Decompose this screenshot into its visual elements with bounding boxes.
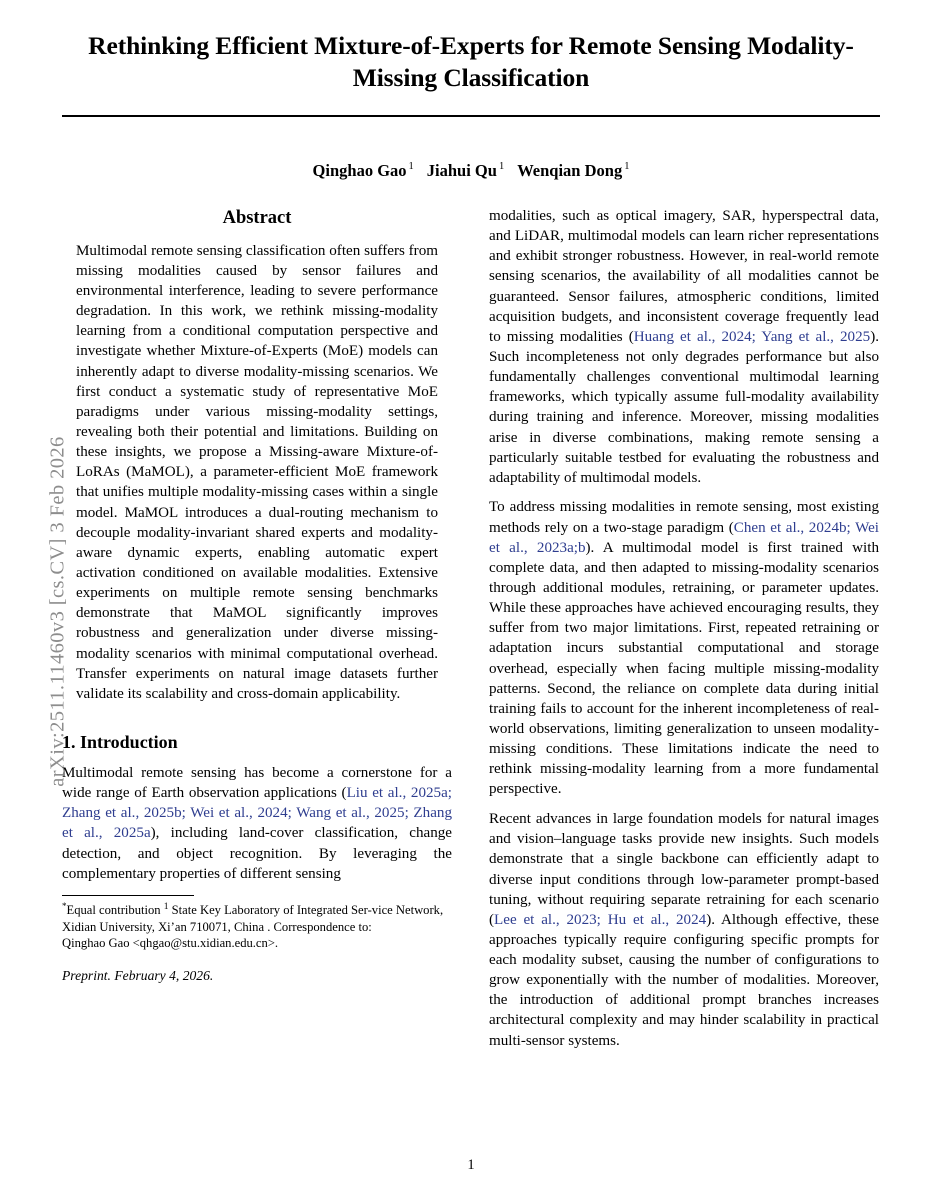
right-paragraph-1 — [489, 206, 879, 488]
preprint-notice: Preprint. February 4, 2026. — [62, 967, 214, 983]
right-text-3-before: Recent advances in large foundation models for natural images and vision–language tasks provide new insights. Such models demonstrate that a single backbone can efficiently adapt to diverse input conditions through low-parameter prompt-based tuning, without requiring separate retraining for each scenario ( — [489, 811, 879, 928]
abstract-heading: Abstract — [222, 208, 292, 228]
affiliation-line-4: Qinghao Gao <qhgao@stu.xidian.edu.cn>. — [62, 936, 279, 951]
intro-text-before: Multimodal remote sensing has become a cornerstone for a wide range of Earth observation applications ( — [62, 764, 452, 802]
paper-content — [62, 0, 880, 1200]
arxiv-stamp: arXiv:2511.11460v3 [cs.CV] 3 Feb 2026 — [46, 436, 69, 787]
citation-group[interactable]: Liu et al., 2025a; Zhang et al., 2025b; Wei et al., 2024; Wang et al., 2025; Zhang et al., 2025a — [62, 785, 452, 842]
affiliation-line-2: vice Network, — [371, 902, 444, 917]
footnote-correspondence — [62, 919, 452, 952]
author-entry — [313, 161, 414, 180]
footnote-text — [62, 901, 452, 919]
author-entry — [517, 161, 629, 180]
right-text-3-after: ). Although effective, these approaches typically require configuring specific prompts for each modality subset, causing the number of configurations to grow exponentially with the number of modalities. Moreover, the introduction of additional prompt branches increases architectural complexity and may hinder scalability in practical multi-sensor systems. — [489, 911, 880, 1049]
author-affiliation-marker: 1 — [408, 161, 414, 173]
author-affiliation-marker: 1 — [624, 161, 630, 173]
page-number: 1 — [467, 1157, 475, 1173]
right-paragraph-2 — [489, 497, 879, 799]
intro-text-after: ), including land-cover classification, change detection, and object recognition. By leveraging the complementary properties of different sensing — [62, 825, 452, 882]
affiliation-marker: 1 — [163, 901, 169, 912]
author-name: Jiahui Qu — [426, 160, 497, 180]
right-paragraph-3 — [489, 809, 879, 1051]
author-list — [62, 161, 880, 181]
author-name: Qinghao Gao — [312, 160, 407, 180]
footnote-divider — [62, 895, 194, 896]
right-text-2-after: ). A multimodal model is first trained with complete data, and then adapted to missing-modality scenarios through additional modules, retraining, or parameter updates. While these approaches have achieved encouraging results, they suffer from two major limitations. First, repeated retraining or adaptation incurs substantial computational and storage overhead, especially when facing multiple missing-modality patterns. Second, the reliance on complete data during initial training fails to account for the inherent incompleteness of real-world observations, limiting generalization to unseen modality-missing conditions. These limitations indicate the need to rethink missing-modality learning from a more fundamental perspective. — [489, 539, 879, 798]
equal-contribution-marker: * — [62, 900, 67, 911]
affiliation-line-3: Xidian University, Xi’an 710071, China . Correspondence to: — [62, 919, 372, 934]
abstract-body — [62, 241, 452, 704]
citation-group[interactable]: Chen et al., 2024b; Wei et al., 2023a;b — [489, 519, 879, 556]
right-text-1-before: modalities, such as optical imagery, SAR, hyperspectral data, and LiDAR, multimodal models can learn richer representations and exhibit stronger robustness. However, in real-world remote sensing scenarios, the availability of all modalities cannot be guaranteed. Sensor failures, atmospheric conditions, limited acquisition budgets, and inconsistent coverage frequently lead to missing modalities ( — [489, 208, 879, 345]
right-text-1-after: ). Such incompleteness not only degrades performance but also fundamentally challenges conventional multimodal learning frameworks, which typically assume full-modality availability during training and inference. Moreover, missing modalities arise in diverse combinations, making remote sensing a particularly suitable testbed for evaluating the robustness and adaptability of multimodal models. — [489, 328, 880, 486]
author-entry — [427, 161, 504, 180]
citation-group[interactable]: Huang et al., 2024; Yang et al., 2025 — [633, 328, 871, 345]
author-affiliation-marker: 1 — [498, 161, 505, 173]
title-divider — [62, 115, 880, 117]
author-name: Wenqian Dong — [517, 160, 623, 180]
footnote-block — [62, 895, 452, 985]
right-column — [489, 206, 879, 1060]
abstract-text: Multimodal remote sensing classification often suffers from missing modalities caused by sensor failures and environmental interference, leading to severe performance degradation. In this work, we rethink missing-modality learning from a conditional computation perspective and investigate whether Mixture-of-Experts (MoE) models can inherently adapt to diverse modality-missing scenarios. We first conduct a systematic study of representative MoE paradigms under various missing-modality settings, revealing both their potential and limitations. Building on these insights, we propose a Missing-aware Mixture-of-LoRAs (MaMOL), a parameter-efficient MoE framework that unifies multiple modality-missing cases within a single model. MaMOL introduces a dual-routing mechanism to decouple modality-invariant shared experts and modality-aware dynamic experts, enabling automatic expert activation conditioned on available modalities. Extensive experiments on multiple remote sensing benchmarks demonstrate that MaMOL significantly improves robustness and generalization under diverse missing-modality scenarios with minimal computational overhead. Transfer experiments on natural image datasets further validate its scalability and cross-domain applicability. — [76, 242, 438, 702]
citation-group[interactable]: Lee et al., 2023; Hu et al., 2024 — [494, 911, 707, 928]
two-column-body — [62, 206, 880, 1060]
affiliation-line-1: State Key Laboratory of Integrated Ser- — [171, 902, 372, 917]
right-text-2-before: To address missing modalities in remote sensing, most existing methods rely on a two-stage paradigm ( — [489, 499, 879, 536]
left-column — [62, 206, 452, 1060]
intro-paragraph-1 — [62, 763, 452, 884]
section-heading-introduction: 1. Introduction — [62, 731, 178, 752]
equal-contribution-label: Equal contribution — [66, 902, 161, 917]
page-title: Rethinking Efficient Mixture-of-Experts for Remote Sensing Modality-Missing Classification — [88, 31, 854, 93]
